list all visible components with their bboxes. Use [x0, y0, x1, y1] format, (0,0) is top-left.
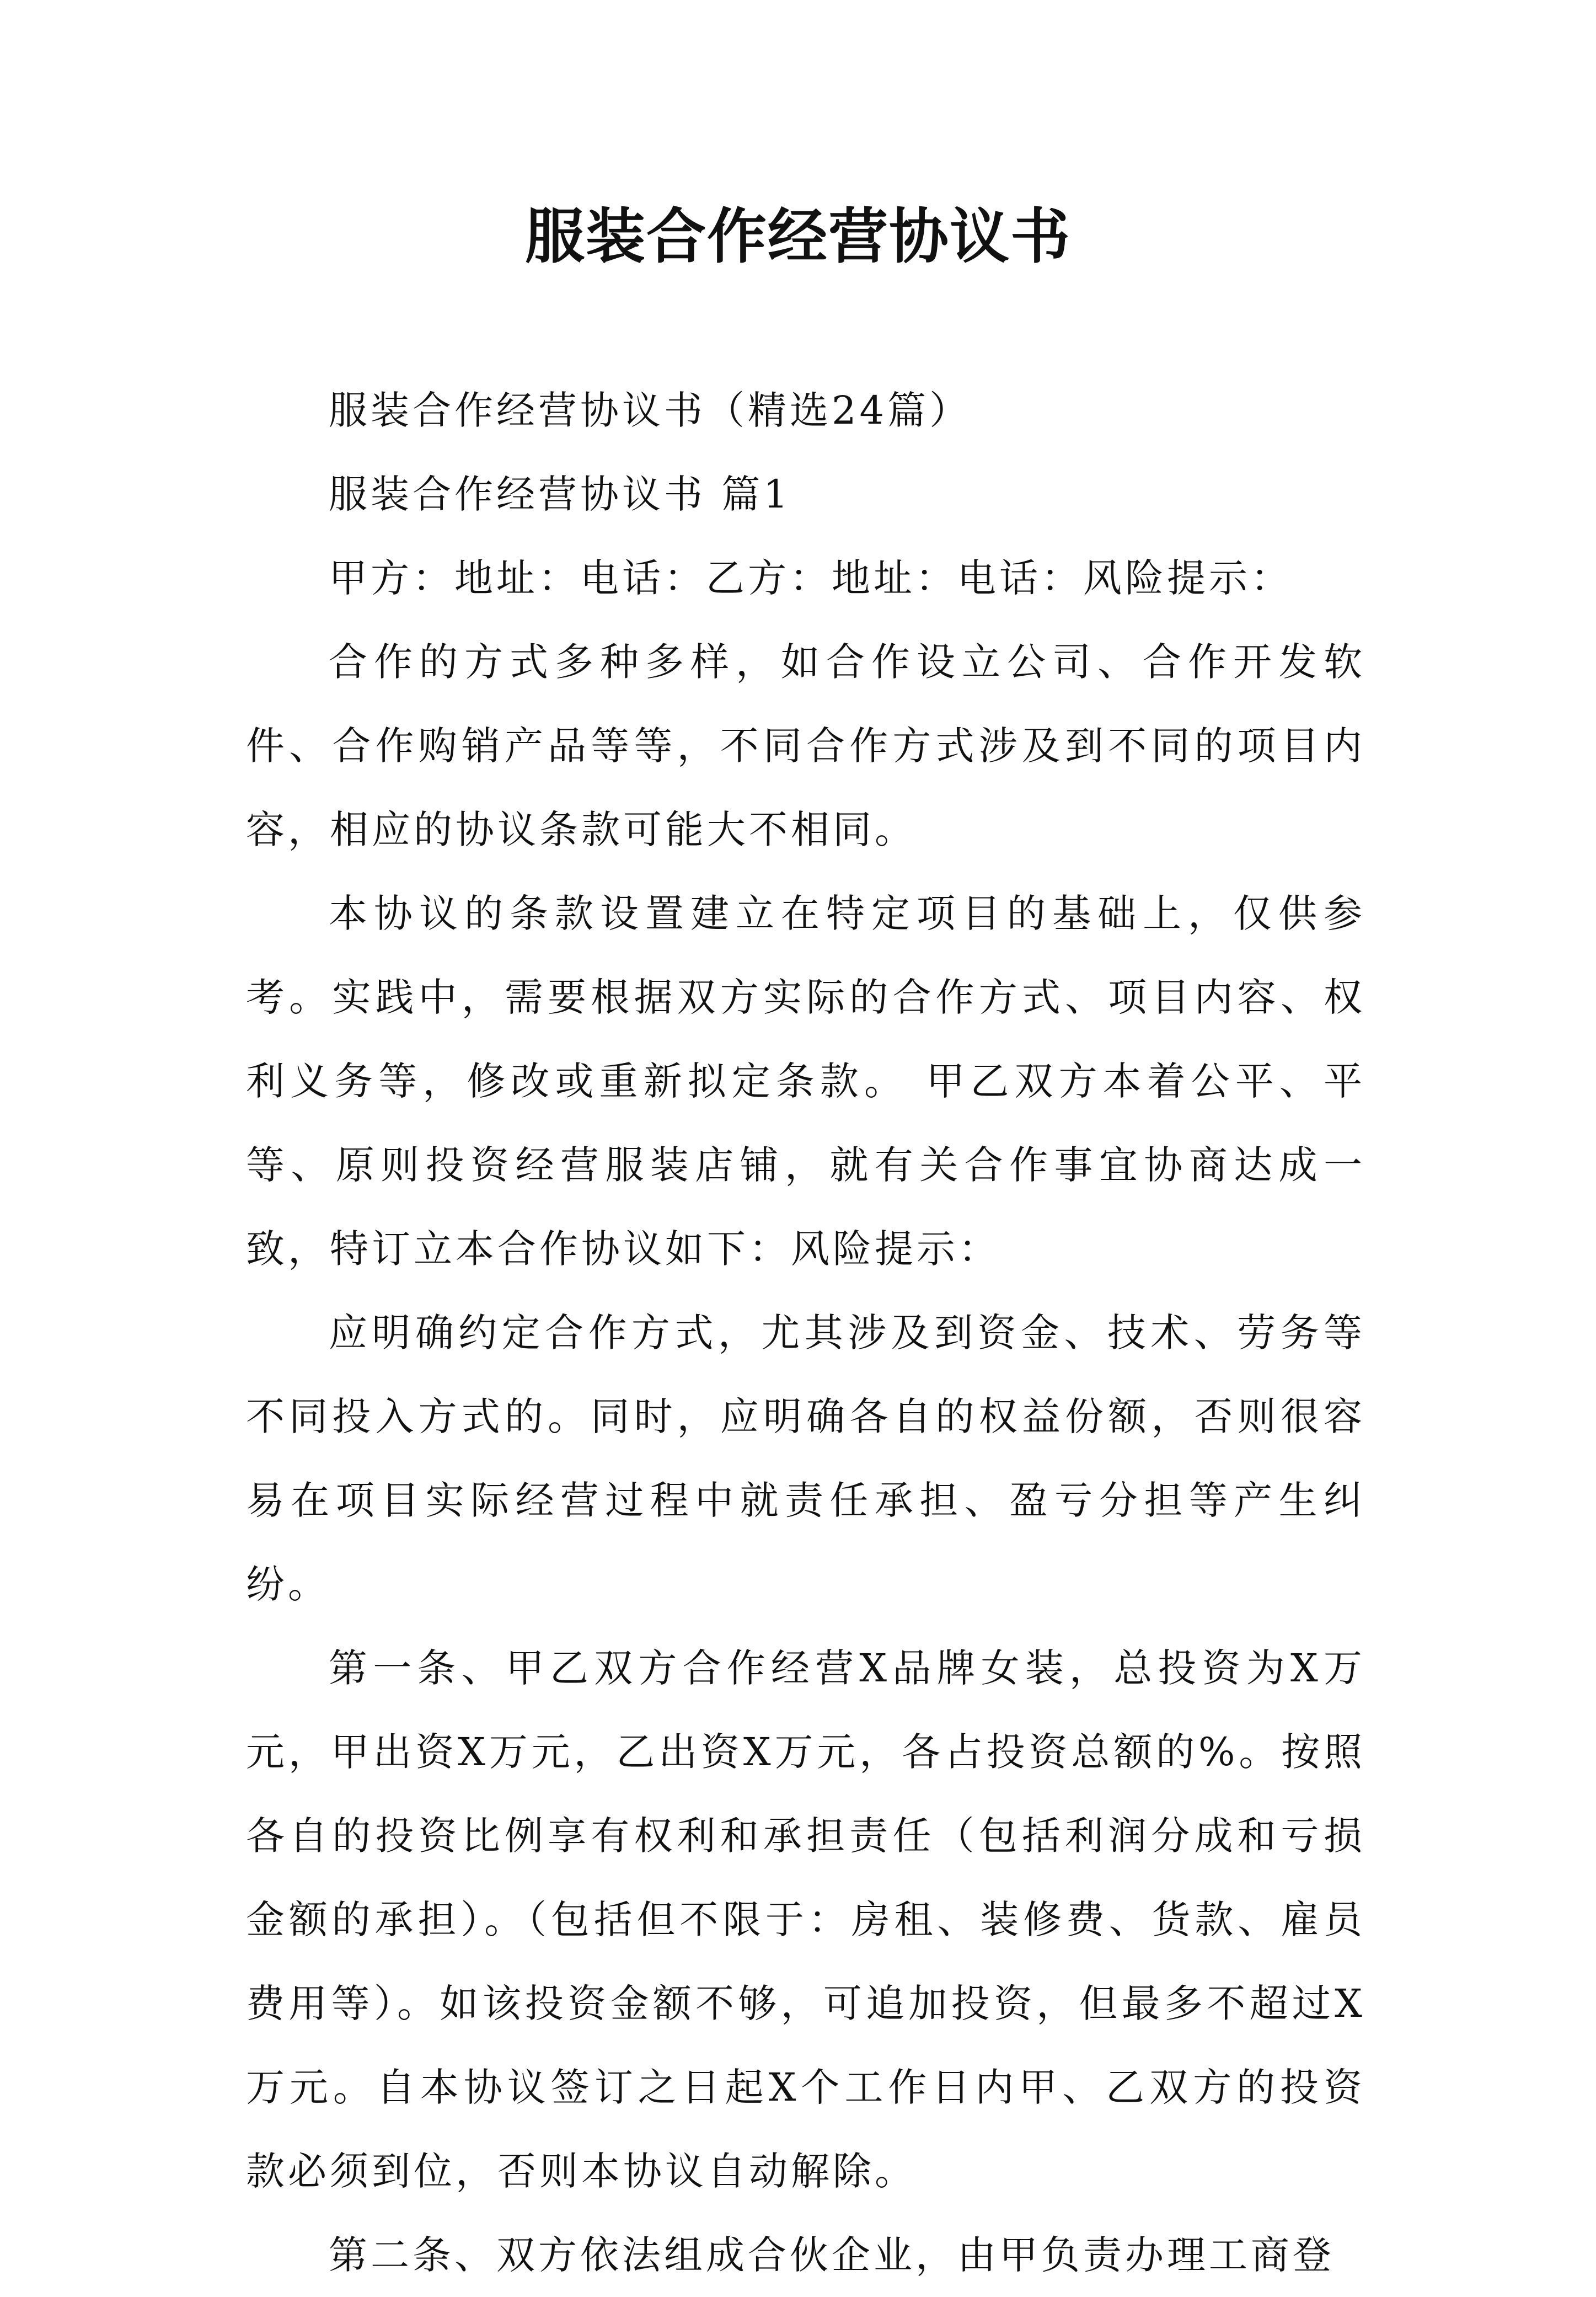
paragraph-article-1: 第一条、甲乙双方合作经营X品牌女装，总投资为X万元，甲出资X万元，乙出资X万元，各占投资总额的%。按照各自的投资比例享有权利和承担责任（包括利润分成和亏损金额的承担）。（包括但不限于：房租、装修费、货款、雇员费用等）。如该投资金额不够，可追加投资，但最多不超过X万元。自本协议签订之日起X个工作日内甲、乙双方的投资款必须到位，否则本协议自动解除。 — [246, 1646, 1365, 2194]
paragraph-article-2: 第二条、双方依法组成合伙企业，由甲负责办理工商登 — [329, 2232, 1335, 2278]
paragraph-reference-note: 本协议的条款设置建立在特定项目的基础上，仅供参考。实践中，需要根据双方实际的合作方式、项目内容、权利义务等，修改或重新拟定条款。 甲乙双方本着公平、平等、原则投资经营服装店铺，就有关合作事宜协商达成一致，特订立本合作协议如下：风险提示： — [246, 891, 1365, 1272]
document-title: 服装合作经营协议书 — [524, 202, 1071, 271]
document-body — [246, 368, 1365, 2297]
paragraph-subtitle: 服装合作经营协议书（精选24篇） — [329, 388, 972, 433]
paragraph-parties: 甲方：地址：电话：乙方：地址：电话：风险提示： — [329, 555, 1293, 601]
paragraph-risk-note: 应明确约定合作方式，尤其涉及到资金、技术、劳务等不同投入方式的。同时，应明确各自的权益份额，否则很容易在项目实际经营过程中就责任承担、盈亏分担等产生纠纷。 — [246, 1310, 1365, 1607]
paragraph-section-heading: 服装合作经营协议书 篇1 — [329, 472, 791, 517]
paragraph-cooperation-methods: 合作的方式多种多样，如合作设立公司、合作开发软件、合作购销产品等等，不同合作方式涉及到不同的项目内容，相应的协议条款可能大不相同。 — [246, 639, 1365, 852]
